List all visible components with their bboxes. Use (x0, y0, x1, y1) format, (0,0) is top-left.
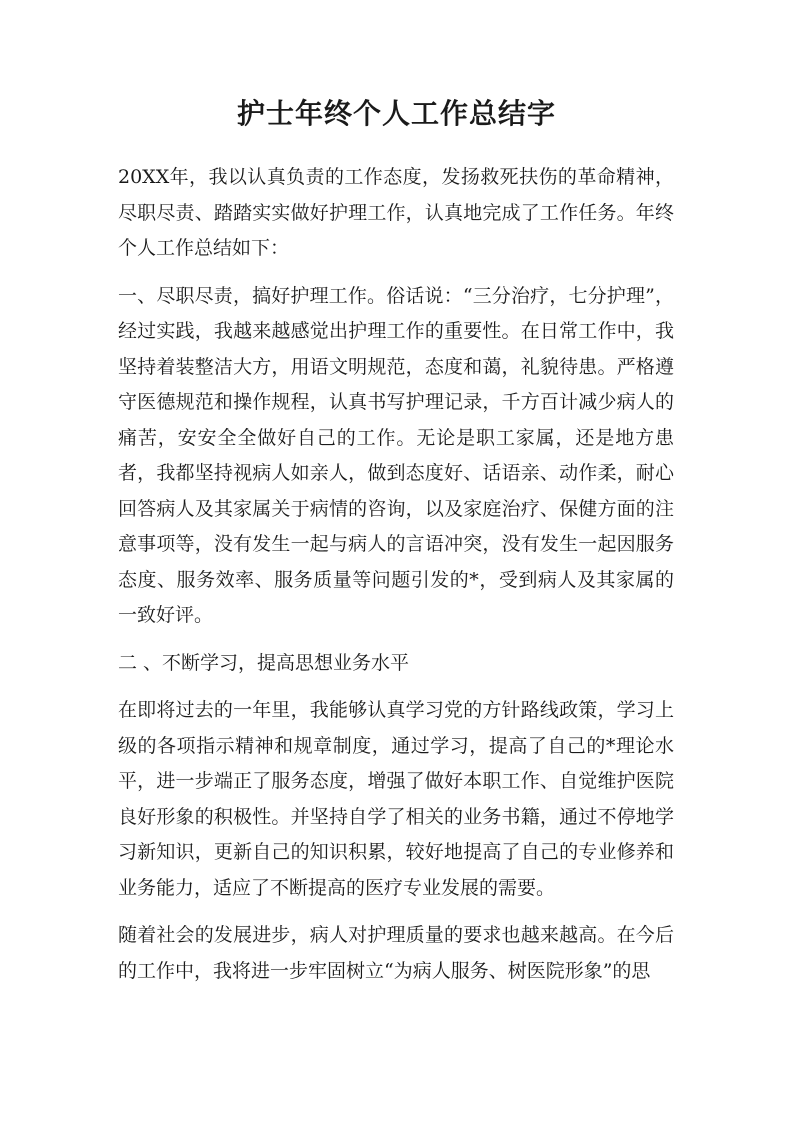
paragraph-intro: 20XX年，我以认真负责的工作态度，发扬救死扶伤的革命精神，尽职尽责、踏踏实实做好护理工作，认真地完成了工作任务。年终个人工作总结如下： (118, 166, 674, 259)
paragraph-section-one: 一、尽职尽责，搞好护理工作。俗话说：“三分治疗，七分护理”，经过实践，我越来越感觉出护理工作的重要性。在日常工作中，我坚持着装整洁大方，用语文明规范，态度和蔼，礼貌待患。严格遵守医德规范和操作规程，认真书写护理记录，千方百计减少病人的痛苦，安安全全做好自己的工作。无论是职工家属，还是地方患者，我都坚持视病人如亲人，做到态度好、话语亲、动作柔，耐心回答病人及其家属关于病情的咨询，以及家庭治疗、保健方面的注意事项等，没有发生一起与病人的言语冲突，没有发生一起因服务态度、服务效率、服务质量等问题引发的*，受到病人及其家属的一致好评。 (118, 284, 674, 626)
document-body (118, 160, 674, 1001)
paragraph-outlook: 随着社会的发展进步，病人对护理质量的要求也越来越高。在今后的工作中，我将进一步牢固树立“为病人服务、树医院形象”的思 (118, 924, 674, 982)
section-heading-two: 二 、不断学习，提高思想业务水平 (118, 651, 410, 674)
document-title: 护士年终个人工作总结字 (236, 97, 556, 130)
paragraph-section-two: 在即将过去的一年里，我能够认真学习党的方针路线政策，学习上级的各项指示精神和规章制度，通过学习，提高了自己的*理论水平，进一步端正了服务态度，增强了做好本职工作、自觉维护医院良好形象的积极性。并坚持自学了相关的业务书籍，通过不停地学习新知识，更新自己的知识积累，较好地提高了自己的专业修养和业务能力，适应了不断提高的医疗专业发展的需要。 (118, 699, 674, 899)
